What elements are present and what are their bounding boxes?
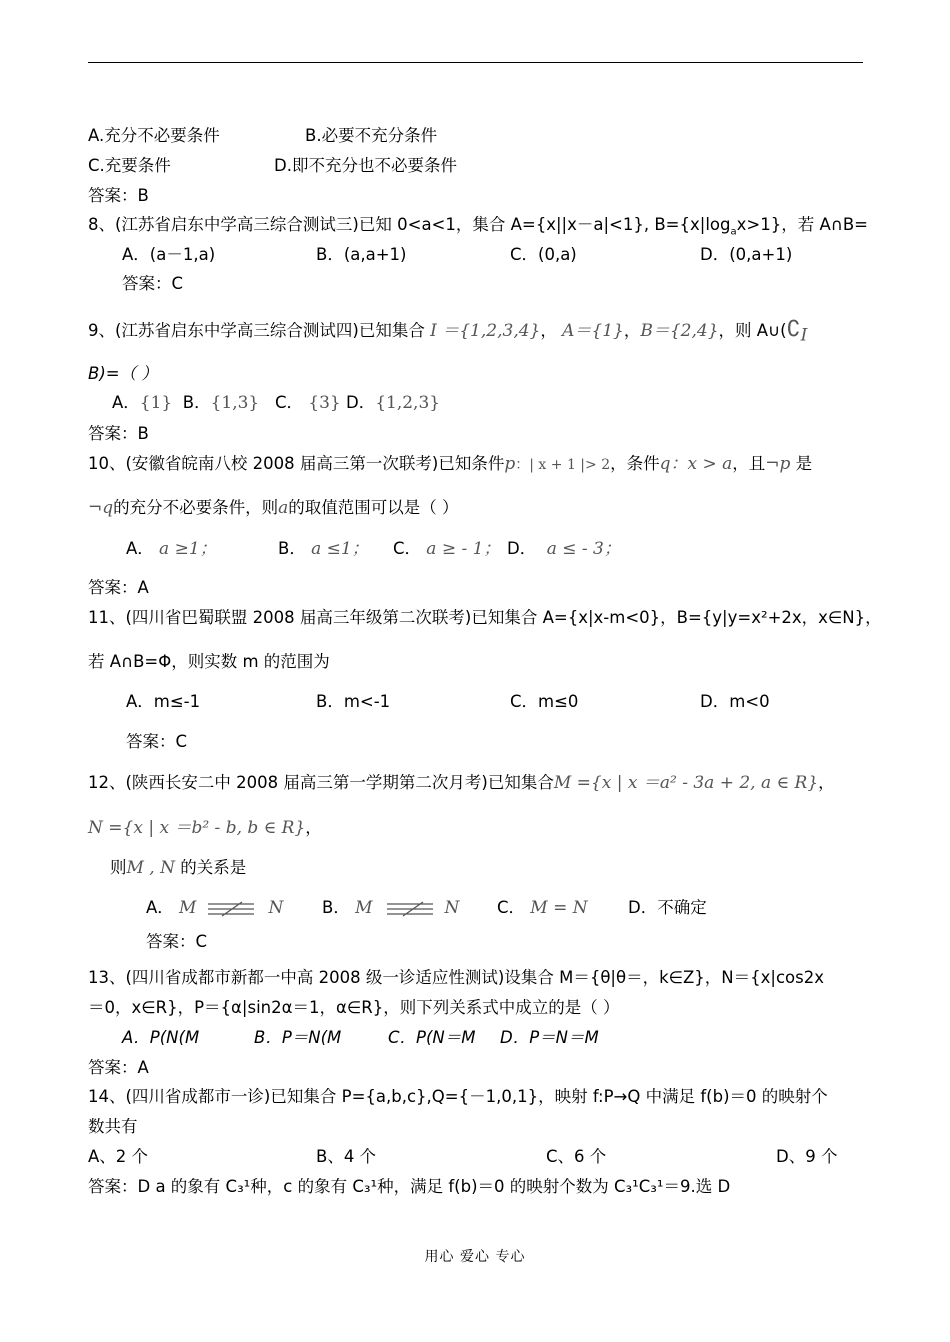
q8-option-a: A．(a－1,a)	[122, 245, 216, 264]
q10-option-d: D． a ≤ - 3；	[507, 539, 621, 559]
q12-stem: 12、(陕西长安二中 2008 届高三第一学期第二次月考)已知集合M ={x | x ＝a² - 3a + 2, a ∈ R}，	[88, 773, 835, 793]
q7-option-b: B.必要不充分条件	[305, 126, 438, 145]
q9-answer: 答案：B	[88, 424, 149, 443]
q12-option-c: C． M = N	[497, 898, 588, 918]
q12-stem-line2: N ={x | x ＝b² - b, b ∈ R}，	[88, 818, 322, 838]
q10-option-a: A． a ≥1；	[126, 539, 217, 559]
q14-option-d: D、9 个	[776, 1147, 838, 1166]
q8-answer: 答案：C	[122, 274, 184, 293]
q14-answer: 答案：D a 的象有 C₃¹种，c 的象有 C₃¹种，满足 f(b)＝0 的映射个数为 C₃¹C₃¹＝9.选 D	[88, 1177, 731, 1196]
not-superset-symbol-icon	[377, 899, 441, 919]
q13-option-a: A．P(N(M	[122, 1028, 200, 1047]
q14-stem: 14、(四川省成都市一诊)已知集合 P={a,b,c},Q={－1,0,1}，映射 f:P→Q 中满足 f(b)＝0 的映射个	[88, 1087, 828, 1106]
q7-option-c: C.充要条件	[88, 156, 171, 175]
q13-option-d: D．P＝N＝M	[500, 1028, 599, 1047]
q12-stem-line3: 则M , N 的关系是	[110, 858, 247, 878]
q14-stem-line2: 数共有	[88, 1117, 138, 1136]
q9-stem-line2: B)=（ ）	[88, 364, 158, 383]
q12-option-b: B． M N	[322, 898, 460, 918]
q10-option-b: B． a ≤1；	[278, 539, 369, 559]
q11-answer: 答案：C	[126, 732, 188, 751]
q11-option-a: A．m≤-1	[126, 692, 201, 711]
q12-answer: 答案：C	[146, 932, 208, 951]
q14-option-a: A、2 个	[88, 1147, 149, 1166]
q10-stem: 10、(安徽省皖南八校 2008 届高三第一次联考)已知条件p：| x + 1 |> 2，条件q：x > a，且¬p 是	[88, 454, 813, 474]
q12-option-a: A． M N	[146, 898, 284, 918]
q7-option-d: D.即不充分也不必要条件	[274, 156, 457, 175]
q13-answer: 答案：A	[88, 1058, 149, 1077]
q7-answer: 答案：B	[88, 186, 149, 205]
q13-option-c: C．P(N＝M	[388, 1028, 476, 1047]
q11-option-b: B．m<-1	[316, 692, 391, 711]
q10-answer: 答案：A	[88, 578, 149, 597]
q8-option-c: C．(0,a)	[510, 245, 577, 264]
q11-stem: 11、(四川省巴蜀联盟 2008 届高三年级第二次联考)已知集合 A={x|x-m<0}，B={y|y=x²+2x，x∈N}，	[88, 608, 882, 627]
q9-options: A．{1} B．{1,3} C． {3} D．{1,2,3}	[112, 393, 441, 413]
q13-stem-line2: ＝0，x∈R}，P＝{α|sin2α＝1，α∈R}，则下列关系式中成立的是（ ）	[88, 998, 620, 1017]
q13-stem: 13、(四川省成都市新都一中高 2008 级一诊适应性测试)设集合 M＝{θ|θ＝，k∈Z}，N＝{x|cos2x	[88, 968, 824, 987]
q9-stem: 9、(江苏省启东中学高三综合测试四)已知集合 I ＝{1,2,3,4}， A＝{1}，B＝{2,4}，则 $A\cup(∁_I$	[88, 317, 808, 346]
q10-option-c: C． a ≥ - 1；	[393, 539, 501, 559]
page-footer: 用心 爱心 专心	[424, 1249, 526, 1265]
q8-stem: 8、(江苏省启东中学高三综合测试三)已知 0<a<1，集合 A={x||x－a|<1}, $B=\{x|\log_ax>1\}$，若 A∩B=	[88, 215, 868, 238]
q8-option-b: B．(a,a+1)	[316, 245, 407, 264]
q14-option-b: B、4 个	[316, 1147, 377, 1166]
q14-option-c: C、6 个	[546, 1147, 607, 1166]
q11-stem-line2: 若 A∩B=Φ，则实数 m 的范围为	[88, 652, 330, 671]
header-rule	[88, 62, 863, 63]
q12-option-d: D．不确定	[628, 898, 707, 917]
not-subset-symbol-icon	[200, 899, 264, 919]
q8-option-d: D．(0,a+1)	[700, 245, 793, 264]
q13-option-b: B．P＝N(M	[254, 1028, 342, 1047]
q11-option-d: D．m<0	[700, 692, 770, 711]
q10-stem-line2: ¬q的充分不必要条件，则a的取值范围可以是（ ）	[88, 498, 459, 518]
q7-option-a: A.充分不必要条件	[88, 126, 220, 145]
q11-option-c: C．m≤0	[510, 692, 579, 711]
